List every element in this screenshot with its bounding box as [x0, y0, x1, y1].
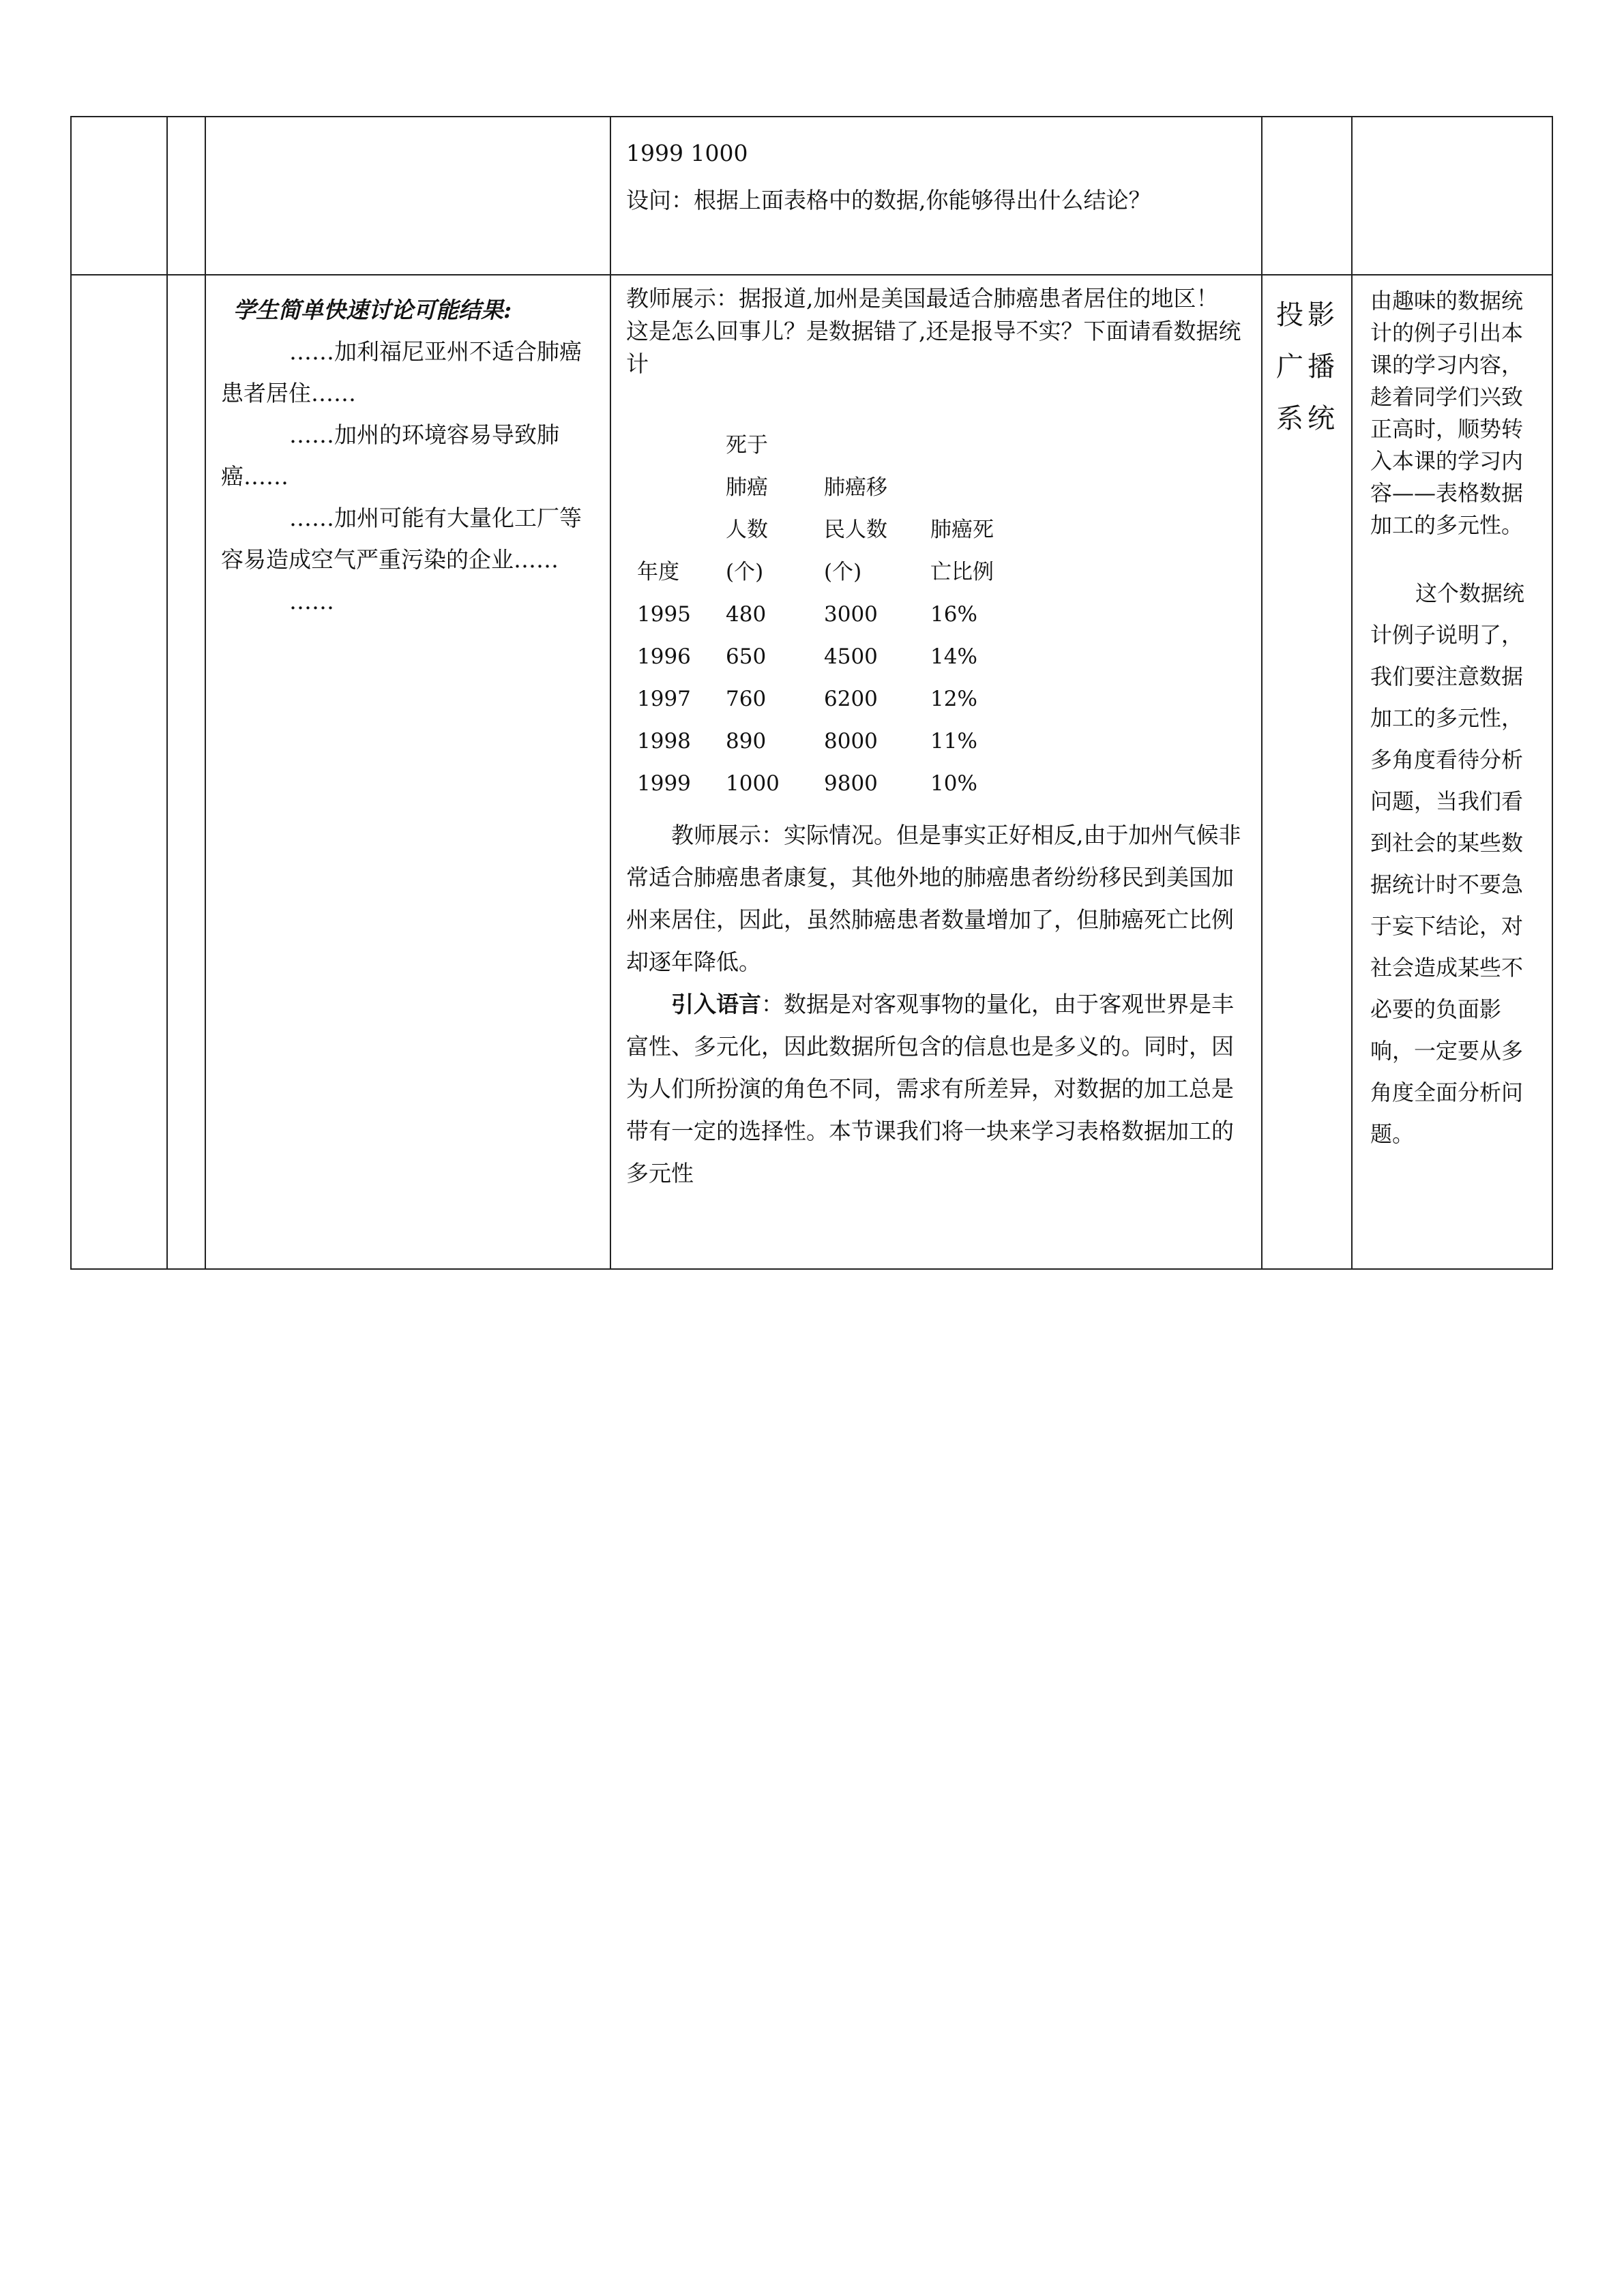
stats-header-cell: 人数	[726, 518, 768, 542]
stats-header-row	[637, 424, 1039, 466]
design-note-1: 由趣味的数据统计的例子引出本课的学习内容，趁着同学们兴致正高时，顺势转入本课的学习内容——表格数据加工的多元性。	[1370, 288, 1524, 538]
stats-row	[637, 636, 1039, 678]
empty-cell	[71, 117, 167, 275]
discussion-item: ……加利福尼亚州不适合肺癌患者居住……	[221, 338, 582, 406]
stats-header-cell	[930, 466, 1039, 509]
empty-cell	[1352, 117, 1552, 275]
media-cell	[1262, 275, 1352, 1269]
stats-cell: 1997	[637, 687, 691, 711]
stats-header-cell: 年度	[637, 560, 679, 584]
stats-header-cell: 死于	[726, 433, 768, 458]
stats-header-cell: 民人数	[824, 518, 887, 542]
empty-cell	[167, 275, 205, 1269]
stats-cell: 890	[726, 729, 767, 754]
stats-header-cell	[824, 424, 930, 466]
stats-cell: 1995	[637, 602, 691, 627]
media-line: 广播	[1276, 351, 1339, 383]
stats-header-cell	[930, 424, 1039, 466]
stats-cell: 1000	[726, 771, 780, 796]
media-line: 投影	[1276, 299, 1339, 331]
stats-cell: 8000	[824, 729, 878, 754]
stats-row	[637, 720, 1039, 762]
table-row	[71, 117, 1552, 275]
stats-cell: 650	[726, 644, 767, 669]
stats-cell: 3000	[824, 602, 878, 627]
stats-header-cell: 肺癌	[726, 475, 768, 500]
stats-cell: 11%	[930, 729, 977, 754]
lesson-plan-table	[70, 116, 1553, 1270]
discussion-item: ……加州可能有大量化工厂等容易造成空气严重污染的企业……	[221, 505, 582, 573]
stats-row	[637, 593, 1039, 636]
stats-cell: 4500	[824, 644, 878, 669]
stats-header-cell: (个)	[726, 560, 764, 584]
student-discussion-cell	[205, 275, 610, 1269]
stats-header-cell: 肺癌死	[930, 518, 994, 542]
stats-header-cell	[637, 424, 726, 466]
empty-cell	[71, 275, 167, 1269]
stats-header-cell: 亡比例	[930, 560, 994, 584]
stats-cell: 6200	[824, 687, 878, 711]
stats-cell: 14%	[930, 644, 977, 669]
table-row	[71, 275, 1552, 1269]
stats-header-row	[637, 551, 1039, 593]
stats-header-row	[637, 466, 1039, 509]
discussion-item: ……	[289, 588, 334, 614]
empty-cell	[167, 117, 205, 275]
discussion-item: ……加州的环境容易导致肺癌……	[221, 421, 559, 490]
stats-header-cell: (个)	[824, 560, 862, 584]
teaching-cell	[610, 275, 1262, 1269]
stats-cell: 1999	[637, 771, 691, 796]
stats-cell: 9800	[824, 771, 878, 796]
teaching-cell-top	[610, 117, 1262, 275]
question-text: 设问：根据上面表格中的数据,你能够得出什么结论？	[626, 187, 1151, 213]
stats-header-row	[637, 509, 1039, 551]
design-note-2: 这个数据统计例子说明了，我们要注意数据加工的多元性，多角度看待分析问题，当我们看到社会的某些数据统计时不要急于妄下结论，对社会造成某些不必要的负面影响，一定要从多角度全面分析问题。	[1370, 580, 1525, 1147]
lung-cancer-stats-table	[637, 424, 1039, 805]
stats-row	[637, 762, 1039, 805]
stats-cell: 12%	[930, 687, 977, 711]
stats-cell: 480	[726, 602, 767, 627]
teacher-reality-text: 教师展示：实际情况。但是事实正好相反,由于加州气候非常适合肺癌患者康复，其他外地的肺癌患者纷纷移民到美国加州来居住，因此，虽然肺癌患者数量增加了，但肺癌死亡比例却逐年降低。	[626, 822, 1241, 975]
stats-cell: 16%	[930, 602, 977, 627]
stats-header-cell: 肺癌移	[824, 475, 887, 500]
empty-cell	[1262, 117, 1352, 275]
year-line: 1999 1000	[626, 140, 748, 166]
stats-cell: 760	[726, 687, 767, 711]
stats-cell: 1998	[637, 729, 691, 754]
stats-header-cell	[637, 466, 726, 509]
intro-paragraph	[626, 983, 1246, 1195]
stats-header-cell	[637, 509, 726, 551]
intro-text: ：数据是对客观事物的量化，由于客观世界是丰富性、多元化，因此数据所包含的信息也是多义的。同时，因为人们所扮演的角色不同，需求有所差异，对数据的加工总是带有一定的选择性。本节课我们将一块来学习表格数据加工的多元性	[626, 991, 1234, 1187]
design-notes-cell	[1352, 275, 1552, 1269]
teacher-show-text: 教师展示：据报道,加州是美国最适合肺癌患者居住的地区！	[626, 285, 1219, 312]
stats-row	[637, 678, 1039, 720]
empty-cell	[205, 117, 610, 275]
stats-cell: 10%	[930, 771, 977, 796]
stats-cell: 1996	[637, 644, 691, 669]
intro-label: 引入语言	[671, 991, 761, 1017]
discussion-title: 学生简单快速讨论可能结果:	[233, 297, 512, 323]
teacher-question-text: 这是怎么回事儿？是数据错了,还是报导不实？下面请看数据统计	[626, 318, 1241, 377]
media-line: 系统	[1276, 403, 1339, 434]
